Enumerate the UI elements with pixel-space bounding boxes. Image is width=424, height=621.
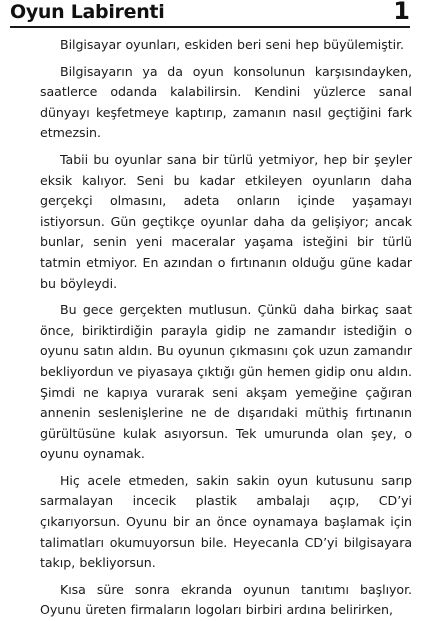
body-text (40, 35, 412, 621)
paragraph: Bilgisayarın ya da oyun konsolunun karşısındayken, saatlerce odanda kalabilirsin. Kendini yüzlerce sanal dünyayı keşfetmeye kaptırıp, zamanın nasıl geçtiğini fark etmezsin. (40, 63, 412, 141)
paragraph: Bilgisayar oyunları, eskiden beri seni hep büyülemiştir. (60, 37, 404, 52)
paragraph: Tabii bu oyunlar sana bir türlü yetmiyor, hep bir şeyler eksik kalıyor. Seni bu kadar etkileyen oyunların daha gerçekçi olmasını, adeta onların içinde yaşamayı istiyorsun. Gün geçtikçe oyunlar daha da gelişiyor; ancak bunlar, senin yeni maceralar yaşama isteğini bir türlü tatmin etmiyor. En azından o fırtınanın olduğu güne kadar bu böyleydi. (40, 151, 412, 291)
paragraph: Bu gece gerçekten mutlusun. Çünkü daha birkaç saat önce, biriktirdiğin parayla gidip ne zamandır istediğin o oyunu satın aldın. Bu oyunun çıkmasını çok uzun zamandır bekliyordun ve piyasaya çıktığı gün hemen gidip onu aldın. Şimdi ne kapıya vurarak seni akşam yemeğine çağıran annenin seslenişlerine ne de dışarıdaki müthiş fırtınanın gürültüsüne kulak asıyorsun. Tek umurunda olan şey, o oyunu oynamak. (40, 302, 412, 462)
page-number: 1 (393, 0, 410, 25)
paragraph: Kısa süre sonra ekranda oyunun tanıtımı başlıyor. Oyunu üreten firmaların logoları birbiri ardına belirirken, (40, 581, 412, 618)
paragraph: Hiç acele etmeden, sakin sakin oyun kutusunu sarıp sarmalayan incecik plastik ambalajı açıp, CD’yi çıkarıyorsun. Oyunu bir an önce oynamaya başlamak için talimatları okumuyorsun bile. Heyecanla CD’yi bilgisayara takıp, bekliyorsun. (40, 472, 412, 571)
chapter-title: Oyun Labirenti (10, 1, 165, 23)
page-header (10, 0, 410, 28)
